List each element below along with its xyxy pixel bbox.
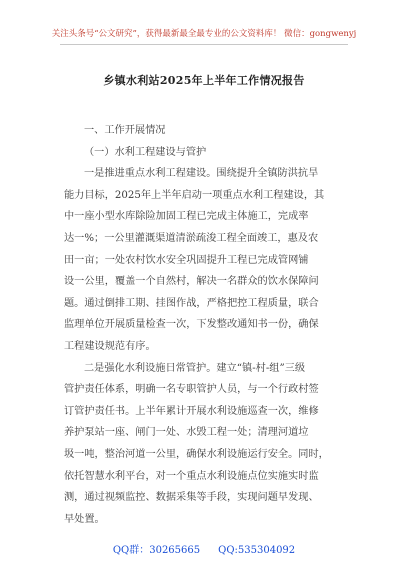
paragraph-line: 养护泵站一座、闸门一处、水毁工程一处；清理河道垃	[64, 427, 309, 439]
paragraph-line: 工程建设规范有序。	[64, 340, 156, 352]
paragraph-1	[64, 163, 354, 357]
paragraph-line: 题。通过倒排工期、挂图作战，严格把控工程质量，联合	[64, 297, 319, 309]
paragraph-line: 管护责任体系，明确一名专职管护人员，与一个行政村签	[64, 384, 319, 396]
document-body	[64, 120, 354, 530]
header-divider	[60, 44, 348, 45]
footer	[0, 541, 408, 556]
paragraph-line: 圾一吨，整治河道一公里，确保水利设施运行安全。同时，	[64, 448, 329, 460]
paragraph-line: 测，通过视频监控、数据采集等手段，实现问题早发现、	[64, 492, 319, 504]
paragraph-line: 一是推进重点水利工程建设。围绕提升全镇防洪抗旱	[84, 168, 319, 180]
paragraph-line: 订管护责任书。上半年累计开展水利设施巡查一次，维修	[64, 405, 319, 417]
paragraph-line: 达一%；一公里灌溉渠道清淤疏浚工程全面竣工，惠及农	[64, 232, 319, 244]
paragraph-2	[64, 358, 354, 531]
paragraph-line: 田一亩；一处农村饮水安全巩固提升工程已完成管网铺	[64, 254, 309, 266]
subsection-heading: （一）水利工程建设与管护	[84, 146, 207, 158]
footer-qq-group-link[interactable]: QQ群：30265665	[112, 545, 201, 556]
paragraph-line: 监理单位开展质量检查一次，下发整改通知书一份，确保	[64, 319, 319, 331]
document-title: 乡镇水利站2025年上半年工作情况报告	[103, 74, 305, 87]
header-banner: 关注头条号“公文研究”，获得最新最全最专业的公文资料库！ 微信：gongwenyj	[51, 29, 357, 39]
section-heading: 一、工作开展情况	[84, 125, 166, 136]
footer-qq-contact-link[interactable]: QQ:535304092	[218, 545, 296, 556]
paragraph-line: 中一座小型水库除险加固工程已完成主体施工，完成率	[64, 211, 309, 223]
paragraph-line: 设一公里，覆盖一个自然村，解决一名群众的饮水保障问	[64, 276, 319, 288]
paragraph-line: 二是强化水利设施日常管护。建立“镇-村-组”三级	[84, 362, 306, 374]
paragraph-line: 依托智慧水利平台，对一个重点水利设施点位实施实时监	[64, 470, 319, 482]
paragraph-line: 早处置。	[64, 513, 105, 525]
paragraph-line: 能力目标，2025年上半年启动一项重点水利工程建设，其	[64, 189, 325, 201]
